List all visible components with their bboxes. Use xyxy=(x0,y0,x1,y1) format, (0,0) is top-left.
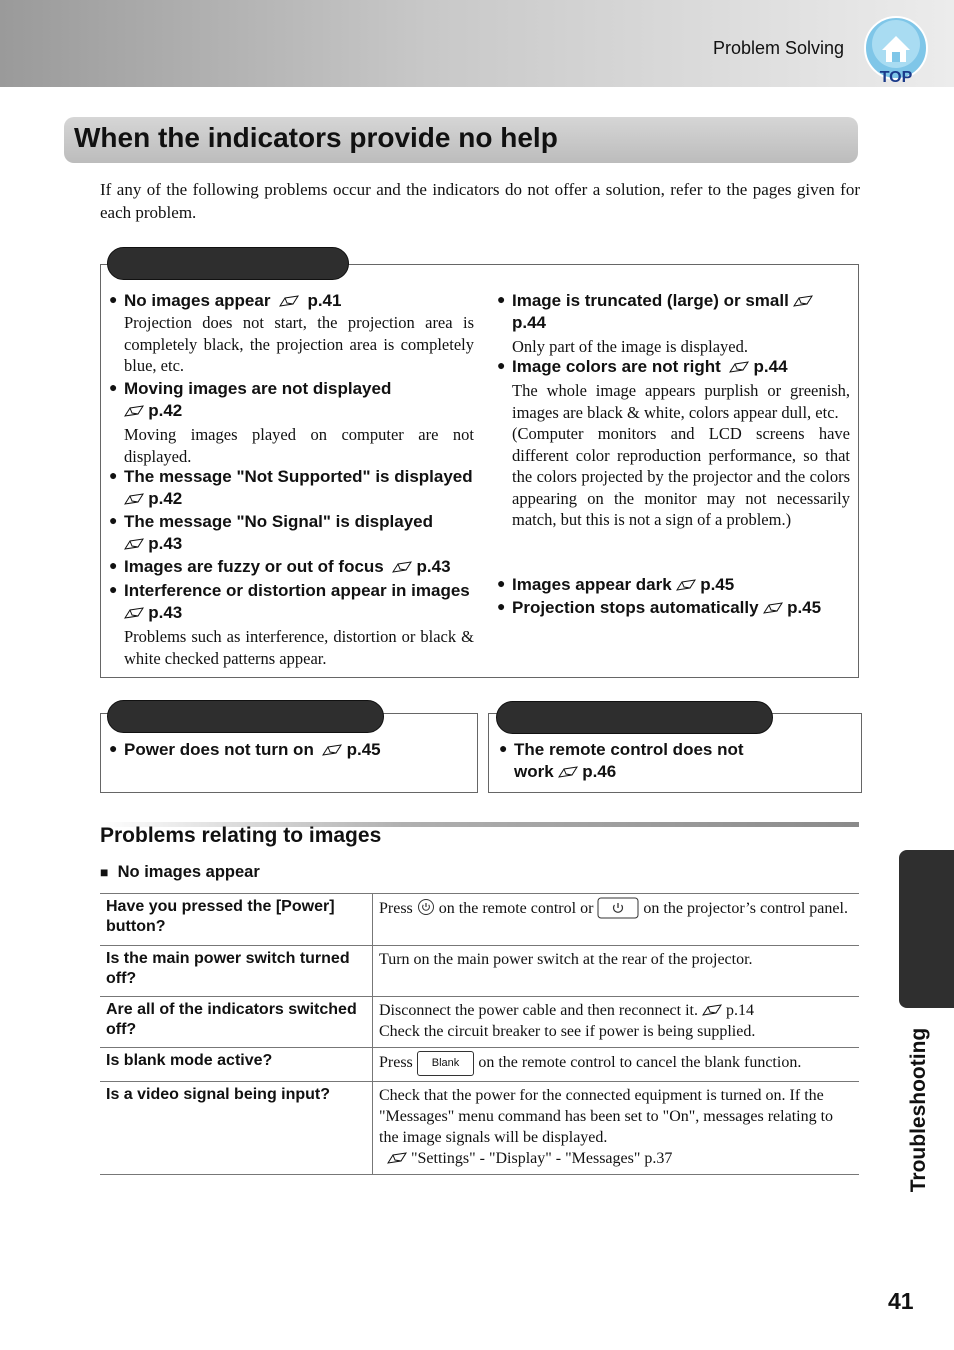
page-header xyxy=(0,0,954,87)
reference-pointer-icon xyxy=(387,1152,407,1164)
bullet-icon: ● xyxy=(109,381,118,396)
reference-pointer-icon xyxy=(793,295,813,307)
answer-cell: Turn on the main power switch at the rear of the projector. xyxy=(373,946,860,997)
section-label: Problem Solving xyxy=(712,38,844,58)
reference-pointer-icon xyxy=(124,493,144,505)
reference-pointer-icon xyxy=(676,579,696,591)
answer-cell: Disconnect the power cable and then reconnect it. p.14 Check the circuit breaker to see if power is being supplied. xyxy=(373,997,860,1048)
table-row xyxy=(100,946,859,997)
bullet-icon: ● xyxy=(109,559,118,574)
list-item[interactable]: ● Image colors are not right p.44 The whole image appears purplish or greenish, images are black & white, colors appear dull, etc. (Computer monitors and LCD screens have different color reproduction performance, so that the colors projected by the projector and the colors appearing on the monitor may not necessarily match, but this is not a sign of a problem.) xyxy=(497,357,850,529)
section-title: Problems relating to images xyxy=(100,824,382,847)
bullet-icon: ● xyxy=(499,742,508,757)
list-item[interactable]: ● Interference or distortion appear in images p.43 Problems such as interference, distortion or black & white checked patterns appear. xyxy=(109,581,474,668)
chapter-tab[interactable] xyxy=(899,850,954,1008)
reference-pointer-icon xyxy=(558,766,578,778)
troubleshooting-table xyxy=(100,893,859,1175)
chapter-label: Troubleshooting xyxy=(907,1027,930,1193)
bullet-icon: ● xyxy=(109,293,118,308)
reference-pointer-icon xyxy=(124,405,144,417)
question-cell: Is a video signal being input? xyxy=(100,1082,373,1175)
reference-pointer-icon xyxy=(124,538,144,550)
question-cell: Is the main power switch turned off? xyxy=(100,946,373,997)
answer-cell: Press Blank on the remote control to cancel the blank function. xyxy=(373,1048,860,1082)
top-home-icon[interactable] xyxy=(862,14,930,86)
list-item[interactable]: ● The message "No Signal" is displayed p.43 xyxy=(109,512,433,553)
list-item[interactable]: ● Images appear dark p.45 xyxy=(497,575,735,594)
table-row xyxy=(100,997,859,1048)
subsection-title: ■ No images appear xyxy=(100,863,260,881)
list-item[interactable]: ● Images are fuzzy or out of focus p.43 xyxy=(109,557,451,576)
question-cell: Have you pressed the [Power] button? xyxy=(100,894,373,946)
answer-cell: Press on the remote control or on the projector’s control panel. xyxy=(373,894,860,946)
list-item[interactable]: ● The message "Not Supported" is displayed p.42 xyxy=(109,467,473,508)
question-cell: Is blank mode active? xyxy=(100,1048,373,1082)
reference-pointer-icon xyxy=(763,602,783,614)
power-problems-tab xyxy=(107,700,384,733)
bullet-icon: ● xyxy=(109,514,118,529)
square-bullet-icon: ■ xyxy=(100,864,109,880)
top-label: TOP xyxy=(879,69,913,86)
bullet-icon: ● xyxy=(497,359,506,374)
reference-pointer-icon xyxy=(279,295,299,307)
remote-power-button-icon xyxy=(417,898,435,916)
table-row xyxy=(100,1082,859,1175)
bullet-icon: ● xyxy=(497,577,506,592)
table-row xyxy=(100,894,859,946)
reference-pointer-icon xyxy=(124,607,144,619)
title-band xyxy=(64,117,858,163)
bullet-icon: ● xyxy=(109,583,118,598)
list-item[interactable]: ● The remote control does not work p.46 xyxy=(499,740,744,781)
bullet-icon: ● xyxy=(497,293,506,308)
bullet-icon: ● xyxy=(109,469,118,484)
page-title: When the indicators provide no help xyxy=(74,122,558,153)
question-cell: Are all of the indicators switched off? xyxy=(100,997,373,1048)
reference-pointer-icon xyxy=(392,561,412,573)
reference-pointer-icon xyxy=(729,361,749,373)
bullet-icon: ● xyxy=(497,600,506,615)
list-item[interactable]: ● Moving images are not displayed p.42 Moving images played on computer are not displayed. xyxy=(109,379,474,466)
panel-power-button-icon xyxy=(597,897,639,919)
intro-paragraph: If any of the following problems occur and the indicators do not offer a solution, refer to the pages given for each problem. xyxy=(100,180,860,222)
table-row xyxy=(100,1048,859,1082)
list-item[interactable]: ● Projection stops automatically p.45 xyxy=(497,598,822,617)
blank-button-icon: Blank xyxy=(417,1051,475,1076)
list-item[interactable]: ● Image is truncated (large) or small p.44 Only part of the image is displayed. xyxy=(512,290,850,358)
page-number: 41 xyxy=(888,1288,914,1314)
reference-pointer-icon xyxy=(702,1004,722,1016)
bullet-icon: ● xyxy=(109,742,118,757)
image-problems-tab xyxy=(107,247,349,280)
reference-pointer-icon xyxy=(322,744,342,756)
list-item[interactable]: ● Power does not turn on p.45 xyxy=(109,740,381,759)
answer-cell: Check that the power for the connected equipment is turned on. If the "Messages" menu command has been set to "On", messages relating to the image signals will be displayed. "Settings" - "Display" - "Messages" p.37 xyxy=(373,1082,860,1175)
list-item[interactable]: ● No images appear p.41 Projection does not start, the projection area is completely black, the projection area is completely blue, etc. xyxy=(109,291,474,375)
remote-problems-tab xyxy=(496,701,773,734)
